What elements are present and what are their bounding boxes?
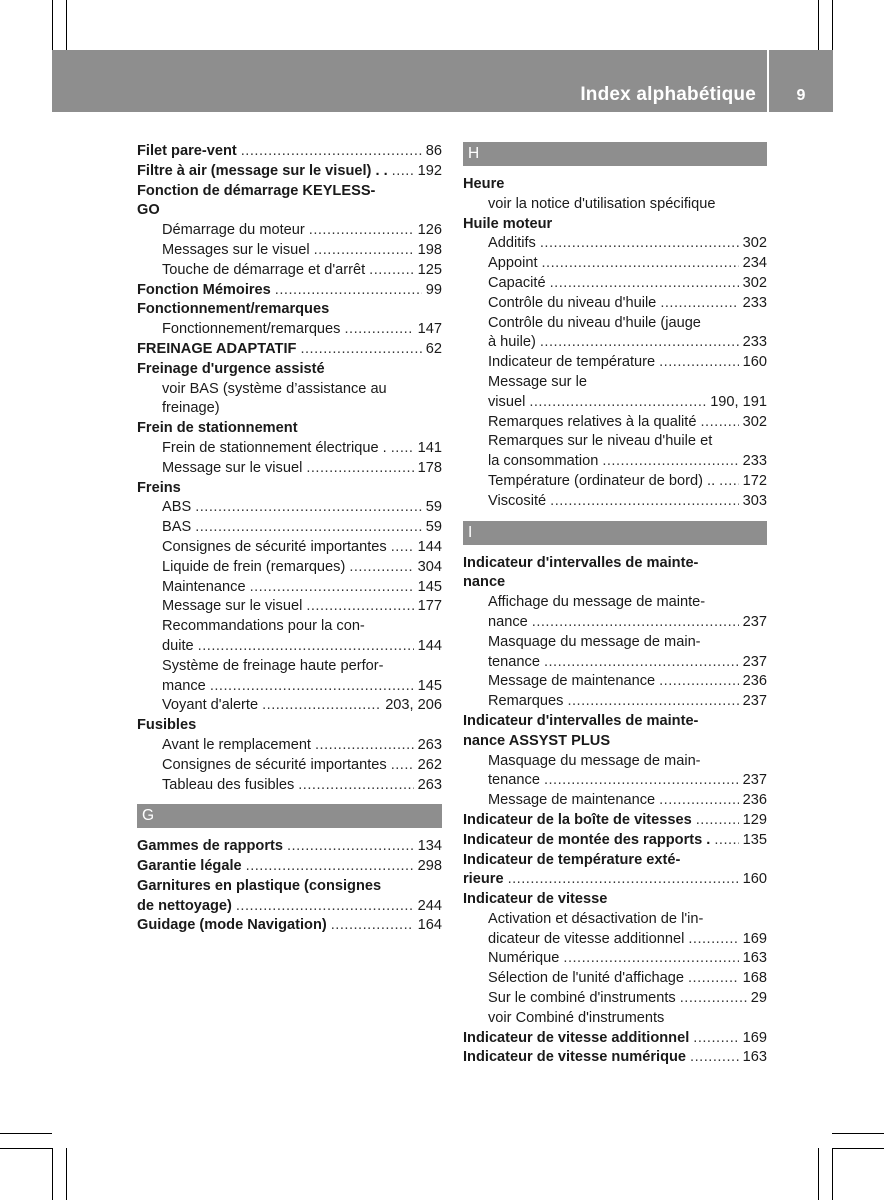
entry-text: Activation et désactivation de l'in- [488,910,704,927]
index-subentry [463,593,767,613]
entry-text: Température (ordinateur de bord) .. [488,472,716,489]
dot-leader [241,142,422,162]
page-reference: 144 [417,637,442,654]
crop-mark [832,0,833,50]
dot-leader [298,776,413,796]
index-subentry [137,241,442,261]
index-subentry [463,492,767,512]
page-reference: 160 [742,871,767,888]
crop-mark [818,1148,819,1200]
entry-text: nance ASSYST PLUS [463,732,611,749]
page-reference: 134 [417,838,442,855]
index-subentry [137,578,442,598]
dot-leader [680,989,747,1009]
entry-text: Tableau des fusibles [162,776,295,793]
entry-text: Filtre à air (message sur le visuel) . . [137,162,388,179]
entry-text: voir BAS (système d’assistance au [162,380,387,397]
index-subentry [137,677,442,697]
entry-text: Garantie légale [137,858,242,875]
index-entry [463,573,767,593]
dot-leader [660,294,738,314]
page-reference: 59 [425,499,442,516]
entry-text: Consignes de sécurité importantes [162,538,387,555]
entry-text: Indicateur d'intervalles de mainte- [463,554,699,571]
page-reference: 29 [750,990,767,1007]
crop-mark [832,1148,833,1200]
page-reference: 236 [742,792,767,809]
index-subentry [137,439,442,459]
index-entry [137,877,442,897]
entry-text: Système de freinage haute perfor- [162,657,384,674]
dot-leader [275,281,422,301]
dot-leader [688,969,739,989]
index-column-left [137,142,442,936]
index-entry [137,300,442,320]
page-reference: 190, 191 [710,393,767,410]
index-entry [137,142,442,162]
entry-text: Indicateur de vitesse [463,891,608,908]
entry-text: Indicateur de température [488,354,656,371]
entry-text: tenance [488,653,540,670]
page-reference: 144 [417,538,442,555]
dot-leader [195,518,422,538]
entry-text: Indicateur de vitesse additionnel [463,1029,690,1046]
entry-text: Freins [137,479,181,496]
page-reference: 164 [417,917,442,934]
entry-text: Sur le combiné d'instruments [488,990,676,1007]
index-entry [137,419,442,439]
index-subentry [137,736,442,756]
page-reference: 192 [417,162,442,179]
page-reference: 172 [742,472,767,489]
entry-text: Additifs [488,235,536,252]
dot-leader [306,597,413,617]
index-subentry [463,633,767,653]
page-reference: 62 [425,340,442,357]
index-subentry [137,756,442,776]
entry-text: Indicateur de la boîte de vitesses [463,811,692,828]
entry-text: Masquage du message de main- [488,633,701,650]
index-subentry [137,597,442,617]
dot-leader [210,677,414,697]
crop-mark [66,1148,67,1200]
page-reference: 125 [417,261,442,278]
crop-mark [66,0,67,50]
dot-leader [198,637,414,657]
index-subentry [137,558,442,578]
index-entry [463,851,767,871]
dot-leader [391,538,414,558]
dot-leader [532,613,739,633]
entry-text: Fonction de démarrage KEYLESS- [137,182,376,199]
crop-mark [832,1148,884,1149]
dot-leader [529,393,706,413]
entry-text: Filet pare-vent [137,143,237,159]
entry-text: Numérique [488,950,560,967]
page-reference: 302 [742,413,767,430]
entry-text: Frein de stationnement [137,420,298,437]
index-subentry [463,692,767,712]
entry-text: de nettoyage) [137,897,232,914]
index-entry [463,712,767,732]
crop-mark [0,1148,52,1149]
dot-leader [300,340,421,360]
index-subentry [137,617,442,637]
page-reference: 160 [742,354,767,371]
page-reference: 145 [417,677,442,694]
index-subentry [137,459,442,479]
index-subentry [463,930,767,950]
page-reference: 236 [742,673,767,690]
entry-text: Touche de démarrage et d'arrêt [162,261,366,278]
index-subentry [137,518,442,538]
entry-text: Affichage du message de mainte- [488,594,706,611]
page-reference: 263 [417,736,442,753]
entry-text: nance [488,613,528,630]
crop-mark [832,1133,884,1134]
dot-leader [544,653,739,673]
dot-leader [391,756,414,776]
dot-leader [344,320,413,340]
index-subentry [463,910,767,930]
entry-text: Démarrage du moteur [162,222,305,239]
page-reference: 99 [425,281,442,298]
index-entry [137,837,442,857]
entry-text: duite [162,637,194,654]
index-subentry [137,399,442,419]
index-subentry [463,949,767,969]
dot-leader [693,1029,738,1049]
entry-text: Sélection de l'unité d'affichage [488,970,684,987]
index-subentry [463,969,767,989]
entry-text: Guidage (mode Navigation) [137,917,327,934]
index-entry [137,716,442,736]
dot-leader [659,791,739,811]
entry-text: Avant le remplacement [162,736,311,753]
dot-leader [659,672,739,692]
dot-leader [306,459,413,479]
index-subentry [463,274,767,294]
index-entry [137,340,442,360]
entry-text: Appoint [488,255,538,272]
page-reference: 169 [742,930,767,947]
dot-leader [550,492,739,512]
dot-leader [700,413,738,433]
dot-leader [719,472,739,492]
index-subentry [463,373,767,393]
dot-leader [714,831,738,851]
index-subentry [463,771,767,791]
index-entry [463,1029,767,1049]
page-reference: 303 [742,492,767,509]
page-reference: 203, 206 [385,697,442,714]
page-reference: 304 [417,558,442,575]
crop-mark [52,1148,53,1200]
entry-text: Fonction Mémoires [137,281,271,298]
dot-leader [659,353,739,373]
entry-text: Gammes de rapports [137,838,283,855]
index-subentry [463,613,767,633]
page-reference: 147 [417,321,442,338]
entry-text: Maintenance [162,578,246,595]
entry-text: Masquage du message de main- [488,752,701,769]
index-subentry [463,413,767,433]
page-reference: 169 [742,1029,767,1046]
dot-leader [563,949,738,969]
index-entry [463,554,767,574]
page-reference: 234 [742,255,767,272]
dot-leader [236,897,414,917]
index-subentry [463,791,767,811]
page-reference: 145 [417,578,442,595]
dot-leader [246,857,414,877]
index-subentry [137,498,442,518]
index-entry [137,162,442,182]
index-entry [137,857,442,877]
index-subentry [137,637,442,657]
page-reference: 237 [742,613,767,630]
index-subentry [463,672,767,692]
page-reference: 129 [742,811,767,828]
entry-text: Indicateur de montée des rapports . [463,831,711,848]
dot-leader [690,1048,739,1068]
dot-leader [250,578,414,598]
dot-leader [349,558,413,578]
index-entry [137,281,442,301]
entry-text: visuel [488,393,526,410]
index-entry [463,732,767,752]
entry-text: Message de maintenance [488,792,656,809]
index-entry [463,1048,767,1068]
entry-text: Indicateur d'intervalles de mainte- [463,712,699,729]
dot-leader [542,254,739,274]
index-entry [463,215,767,235]
index-entry [137,360,442,380]
page-reference: 233 [742,453,767,470]
index-subentry [137,696,442,716]
index-subentry [463,314,767,334]
entry-text: dicateur de vitesse additionnel [488,930,685,947]
entry-text: GO [137,202,160,219]
page-reference: 177 [417,598,442,615]
dot-leader [540,333,739,353]
index-subentry [463,254,767,274]
dot-leader [540,234,739,254]
index-subentry [137,538,442,558]
page-reference: 237 [742,772,767,789]
page-reference: 86 [425,143,442,159]
index-subentry [463,653,767,673]
page-reference: 163 [742,950,767,967]
index-column-right [463,142,767,1068]
entry-text: Heure [463,176,505,192]
section-letter-h: H [463,142,767,166]
entry-text: Fusibles [137,717,197,734]
page-reference: 302 [742,235,767,252]
page-reference: 302 [742,274,767,291]
index-subentry [463,472,767,492]
entry-text: Consignes de sécurité importantes [162,756,387,773]
index-subentry [463,752,767,772]
index-subentry [463,393,767,413]
index-entry [137,182,442,202]
index-subentry [137,221,442,241]
entry-text: Huile moteur [463,215,553,232]
entry-text: ABS [162,499,192,516]
entry-text: Viscosité [488,492,547,509]
index-entry [463,811,767,831]
entry-text: Messages sur le visuel [162,241,310,258]
entry-text: Message de maintenance [488,673,656,690]
dot-leader [287,837,414,857]
index-subentry [463,234,767,254]
page-reference: 233 [742,334,767,351]
index-subentry [463,333,767,353]
entry-text: voir Combiné d'instruments [488,1009,665,1026]
entry-text: mance [162,677,206,694]
page-reference: 178 [417,459,442,476]
page-reference: 163 [742,1049,767,1066]
page-reference: 262 [417,756,442,773]
page-reference: 237 [742,693,767,710]
dot-leader [544,771,739,791]
entry-text: Recommandations pour la con- [162,618,365,635]
dot-leader [262,696,381,716]
index-entry [463,890,767,910]
index-entry [137,897,442,917]
entry-text: Garnitures en plastique (consignes [137,877,382,894]
entry-text: Voyant d'alerte [162,697,259,714]
entry-text: rieure [463,871,504,888]
index-subentry [463,1009,767,1029]
dot-leader [602,452,738,472]
entry-text: Remarques relatives à la qualité [488,413,697,430]
entry-text: à huile) [488,334,536,351]
dot-leader [392,162,414,182]
index-entry [137,479,442,499]
entry-text: Message sur le visuel [162,598,303,615]
entry-text: Contrôle du niveau d'huile (jauge [488,314,701,331]
page-title: Index alphabétique [580,84,756,105]
page-reference: 126 [417,222,442,239]
dot-leader [391,439,414,459]
entry-text: Indicateur de température exté- [463,851,681,868]
crop-mark [0,1133,52,1134]
page-reference: 141 [417,439,442,456]
entry-text: nance [463,574,506,591]
entry-text: Remarques sur le niveau d'huile et [488,433,713,450]
section-letter-i: I [463,521,767,545]
dot-leader [508,870,739,890]
entry-text: Fonctionnement/remarques [162,321,341,338]
page-reference: 233 [742,294,767,311]
entry-text: voir la notice d'utilisation spécifique [488,195,716,212]
entry-text: freinage) [162,400,220,417]
page-reference: 135 [742,831,767,848]
dot-leader [309,221,414,241]
page-reference: 263 [417,776,442,793]
index-subentry [137,380,442,400]
page-reference: 244 [417,897,442,914]
page-reference: 237 [742,653,767,670]
index-subentry [463,989,767,1009]
index-entry [137,201,442,221]
index-subentry [137,320,442,340]
page-reference: 198 [417,241,442,258]
index-entry [463,831,767,851]
entry-text: Remarques [488,693,564,710]
index-subentry [137,776,442,796]
entry-text: Frein de stationnement électrique . [162,439,387,456]
crop-mark [52,0,53,50]
index-subentry [463,294,767,314]
dot-leader [696,811,739,831]
entry-text: Capacité [488,274,546,291]
index-entry [463,175,767,195]
page-reference: 59 [425,519,442,536]
entry-text: FREINAGE ADAPTATIF [137,340,297,357]
index-subentry [137,657,442,677]
index-entry [463,870,767,890]
entry-text: Freinage d'urgence assisté [137,360,325,377]
entry-text: Liquide de frein (remarques) [162,558,346,575]
index-subentry [463,452,767,472]
index-subentry [137,261,442,281]
index-subentry [463,353,767,373]
dot-leader [315,736,414,756]
entry-text: BAS [162,519,192,536]
dot-leader [369,261,413,281]
section-letter-g: G [137,804,442,828]
entry-text: Indicateur de vitesse numérique [463,1049,687,1066]
entry-text: tenance [488,772,540,789]
entry-text: Message sur le [488,373,587,390]
dot-leader [314,241,414,261]
dot-leader [331,916,414,936]
entry-text: Message sur le visuel [162,459,303,476]
crop-mark [818,0,819,50]
index-entry [137,916,442,936]
dot-leader [688,930,738,950]
entry-text: la consommation [488,453,599,470]
dot-leader [567,692,738,712]
index-subentry [463,195,767,215]
index-subentry [463,432,767,452]
page-reference: 298 [417,858,442,875]
page-reference: 168 [742,970,767,987]
dot-leader [550,274,739,294]
page-number: 9 [796,87,806,104]
entry-text: Contrôle du niveau d'huile [488,294,657,311]
entry-text: Fonctionnement/remarques [137,301,330,318]
dot-leader [195,498,422,518]
